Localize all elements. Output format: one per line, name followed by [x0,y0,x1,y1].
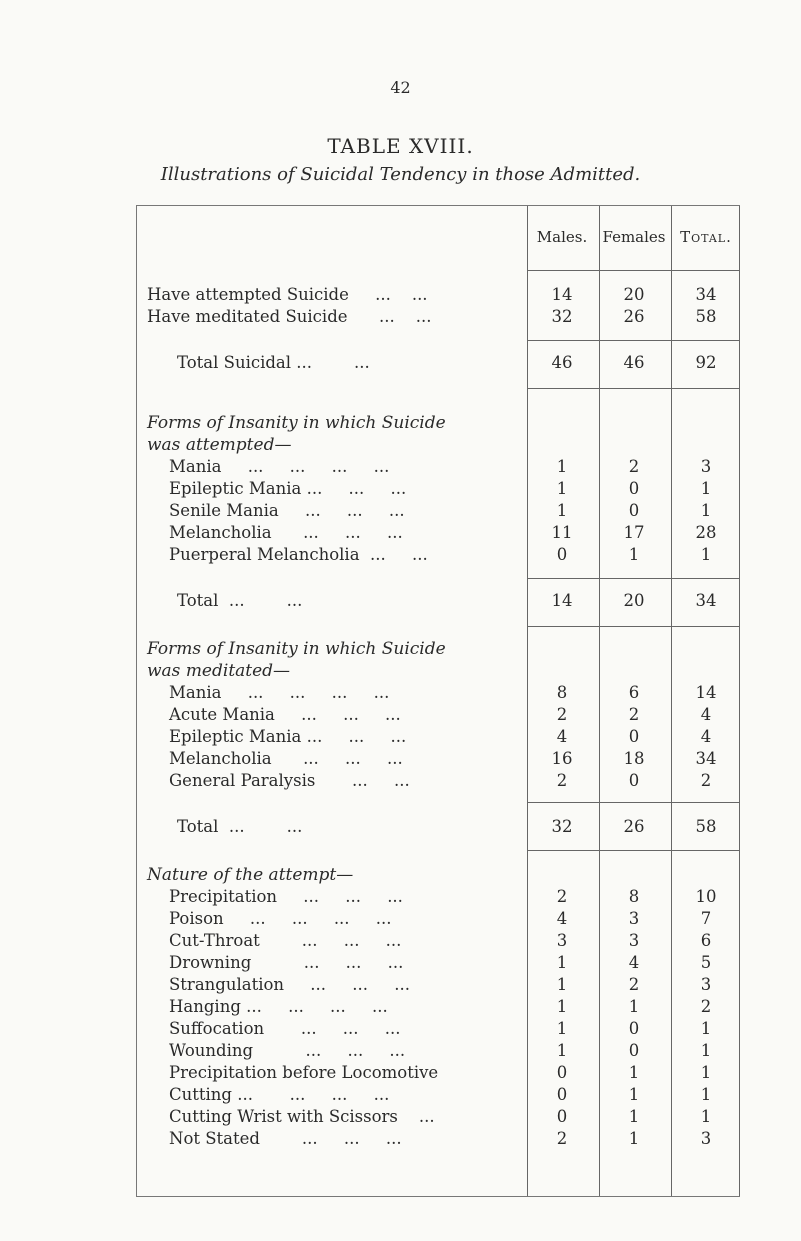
table-row [137,974,740,996]
table-row [137,726,740,748]
males-value: 1 [556,975,568,994]
row-label: Cutting Wrist with Scissors ... [169,1107,435,1126]
row-label: Wounding ... ... ... [169,1041,406,1060]
females-value: 0 [628,1041,640,1060]
females-value: 17 [623,523,645,542]
females-value: 18 [623,749,645,768]
total-value: 34 [695,591,717,610]
females-value: 3 [628,931,640,950]
row-label: Drowning ... ... ... [169,953,404,972]
females-value: 1 [628,545,640,564]
table-row [137,1084,740,1106]
females-value: 1 [628,1063,640,1082]
table-row [137,306,740,328]
females-value: 2 [628,705,640,724]
total-value: 58 [695,307,717,326]
males-value: 14 [551,591,573,610]
table-row [137,500,740,522]
females-value: 1 [628,997,640,1016]
section-heading: Forms of Insanity in which Suicide [147,413,446,433]
males-value: 0 [556,545,568,564]
total-rule [527,850,740,851]
males-value: 0 [556,1107,568,1126]
row-label: Total Suicidal ... ... [177,353,370,372]
section-heading: Forms of Insanity in which Suicide [147,639,446,659]
table-row [137,682,740,704]
total-value: 14 [695,683,717,702]
table-row [137,952,740,974]
males-value: 2 [556,705,568,724]
table-row [137,748,740,770]
row-label: Senile Mania ... ... ... [169,501,405,520]
total-rule [527,626,740,627]
row-label: Strangulation ... ... ... [169,975,410,994]
row-label: Poison ... ... ... ... [169,909,392,928]
table-row [137,930,740,952]
males-value: 3 [556,931,568,950]
header-total: Total. [680,228,732,246]
females-value: 2 [628,457,640,476]
header-females: Females [602,228,666,246]
row-label: Mania ... ... ... ... [169,683,390,702]
total-value: 28 [695,523,717,542]
males-value: 0 [556,1063,568,1082]
females-value: 1 [628,1129,640,1148]
row-label: Melancholia ... ... ... [169,523,403,542]
table-row [137,908,740,930]
row-label: Epileptic Mania ... ... ... [169,479,407,498]
males-value: 1 [556,501,568,520]
row-label: Precipitation before Locomotive [169,1063,439,1082]
total-value: 1 [700,545,712,564]
table-row [137,770,740,792]
males-value: 32 [551,307,573,326]
section-heading: was meditated— [147,661,291,681]
table-row [137,1128,740,1150]
total-value: 34 [695,749,717,768]
total-value: 58 [695,817,717,836]
males-value: 2 [556,1129,568,1148]
table-row [137,522,740,544]
table-row [137,1018,740,1040]
females-value: 0 [628,501,640,520]
total-value: 2 [700,771,712,790]
males-value: 1 [556,457,568,476]
total-value: 1 [700,1041,712,1060]
row-label: Have attempted Suicide ... ... [147,285,428,304]
total-value: 1 [700,1085,712,1104]
subtotal-rule [527,340,740,341]
row-label: Puerperal Melancholia ... ... [169,545,428,564]
total-value: 7 [700,909,712,928]
table-row [137,456,740,478]
total-value: 4 [700,727,712,746]
females-value: 1 [628,1107,640,1126]
males-value: 11 [551,523,573,542]
total-value: 92 [695,353,717,372]
table-row [137,478,740,500]
total-rule [527,388,740,389]
total-value: 3 [700,975,712,994]
subtotal-rule [527,578,740,579]
females-value: 26 [623,817,645,836]
suicidal-tendency-table [136,205,740,1197]
males-value: 2 [556,887,568,906]
total-value: 34 [695,285,717,304]
table-row [137,1040,740,1062]
total-value: 1 [700,1019,712,1038]
males-value: 2 [556,771,568,790]
table-row [137,284,740,306]
females-value: 0 [628,727,640,746]
subtotal-rule [527,802,740,803]
section-heading: was attempted— [147,435,292,455]
row-label: Suffocation ... ... ... [169,1019,401,1038]
females-value: 0 [628,479,640,498]
males-value: 14 [551,285,573,304]
females-value: 8 [628,887,640,906]
row-label: Acute Mania ... ... ... [169,705,401,724]
males-value: 4 [556,909,568,928]
females-value: 26 [623,307,645,326]
males-value: 1 [556,1019,568,1038]
males-value: 46 [551,353,573,372]
total-value: 4 [700,705,712,724]
page-number: 42 [390,78,411,97]
females-value: 4 [628,953,640,972]
row-label: Melancholia ... ... ... [169,749,403,768]
total-value: 1 [700,1107,712,1126]
row-label: Have meditated Suicide ... ... [147,307,432,326]
males-value: 0 [556,1085,568,1104]
males-value: 1 [556,997,568,1016]
males-value: 1 [556,1041,568,1060]
row-label: Hanging ... ... ... ... [169,997,388,1016]
total-value: 5 [700,953,712,972]
females-value: 1 [628,1085,640,1104]
males-value: 1 [556,479,568,498]
row-label: Total ... ... [177,591,303,610]
table-row [137,544,740,566]
females-value: 46 [623,353,645,372]
males-value: 4 [556,727,568,746]
table-row [137,1062,740,1084]
table-title: TABLE XVIII. [327,134,474,158]
header-rule [527,270,740,271]
row-label: General Paralysis ... ... [169,771,410,790]
total-value: 1 [700,1063,712,1082]
total-value: 1 [700,501,712,520]
table-row [137,1106,740,1128]
females-value: 0 [628,1019,640,1038]
table-row [137,886,740,908]
females-value: 6 [628,683,640,702]
total-value: 10 [695,887,717,906]
table-row [137,704,740,726]
females-value: 20 [623,285,645,304]
males-value: 1 [556,953,568,972]
table-row [137,996,740,1018]
row-label: Precipitation ... ... ... [169,887,403,906]
row-label: Epileptic Mania ... ... ... [169,727,407,746]
row-label: Cut-Throat ... ... ... [169,931,402,950]
row-label: Total ... ... [177,817,303,836]
row-label: Mania ... ... ... ... [169,457,390,476]
table-subtitle: Illustrations of Suicidal Tendency in those Admitted. [160,164,641,185]
header-males: Males. [536,228,588,246]
males-value: 8 [556,683,568,702]
females-value: 20 [623,591,645,610]
males-value: 32 [551,817,573,836]
total-row [137,352,740,374]
total-value: 6 [700,931,712,950]
total-value: 1 [700,479,712,498]
females-value: 2 [628,975,640,994]
total-value: 3 [700,457,712,476]
females-value: 3 [628,909,640,928]
row-label: Cutting ... ... ... ... [169,1085,390,1104]
males-value: 16 [551,749,573,768]
row-label: Not Stated ... ... ... [169,1129,402,1148]
total-row [137,590,740,612]
section-heading: Nature of the attempt— [147,865,354,885]
total-value: 3 [700,1129,712,1148]
total-value: 2 [700,997,712,1016]
females-value: 0 [628,771,640,790]
total-row [137,816,740,838]
